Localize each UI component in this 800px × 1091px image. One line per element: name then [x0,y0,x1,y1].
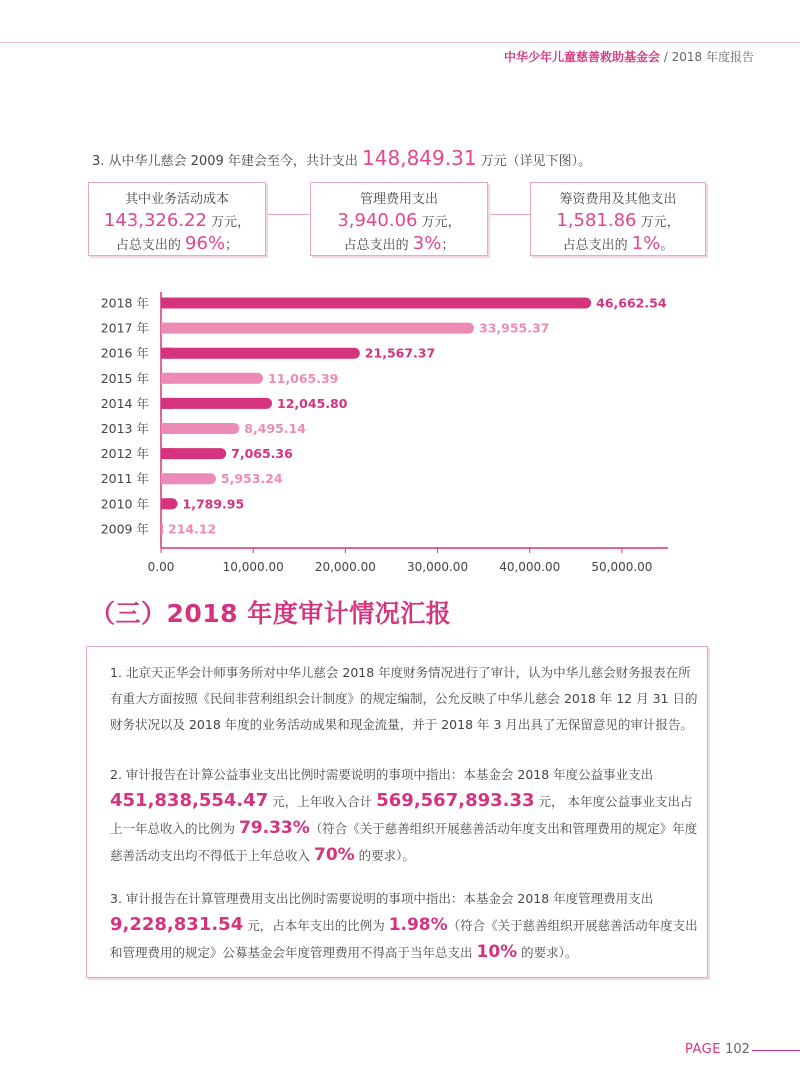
section-title: （三）2018 年度审计情况汇报 [90,599,452,628]
bar-base [161,448,172,459]
category-label: 2011 年 [100,471,149,487]
audit-paragraph-1: 1. 北京天正华会计师事务所对中华儿慈会 2018 年度财务情况进行了审计，认为中华儿慈会财务报表在所有重大方面按照《民间非营利组织会计制度》的规定编制，公允反映了中华儿慈会 2018 年 12 月 31 日的财务状况以及 2018 年度的业务活动成果和现金流量，并于 2018 年 3 月出具了无保留意见的审计报告。 [110,665,698,732]
page-number: 102 [725,1042,750,1057]
p2-text-1: 2. 审计报告在计算公益事业支出比例时需要说明的事项中指出：本基金会 2018 年度公益事业支出 [110,767,654,782]
page-footer [685,1042,750,1057]
box-title: 筹资费用及其他支出 [559,192,677,207]
bar [161,398,272,409]
category-label: 2014 年 [100,395,149,411]
header-report: 2018 年度报告 [671,50,754,64]
bar-base [161,498,172,509]
p3-maximum-ratio: 10% [476,942,518,962]
value-label: 21,567.37 [364,345,436,361]
value-label: 8,495.14 [244,421,306,436]
header-org: 中华少年儿童慈善救助基金会 [503,50,660,64]
p2-text-5: 的要求）。 [354,848,415,863]
box-title: 其中业务活动成本 [124,192,229,207]
x-tick-label: 0.00 [147,560,175,574]
bar [161,298,591,309]
value-label: 214.12 [168,521,217,537]
category-label: 2009 年 [100,521,149,537]
bar [161,348,360,359]
p2-text-4: （符合《关于慈善组织开展慈善活动年度支出和管理费用的规定》年度慈善活动支出均不得低于上年总收入 [110,821,698,863]
bar [161,323,474,334]
x-tick-label: 20,000.00 [314,560,376,574]
category-label: 2010 年 [100,496,149,512]
p3-text-4: 的要求）。 [517,945,578,960]
p2-public-welfare-expense: 451,838,554.47 [110,790,269,811]
bar-base [161,323,172,334]
category-label: 2018 年 [100,295,149,311]
category-label: 2012 年 [100,446,149,462]
x-tick-label: 40,000.00 [499,560,561,574]
box-amount: 3,940.06 [337,210,418,231]
box-unit: 万元， [417,215,461,230]
bar-base [161,348,172,359]
box-pct: 96% [185,233,226,254]
value-label: 12,045.80 [277,395,348,411]
bar [161,373,263,384]
box-pct-suffix: 。 [660,238,674,253]
x-tick-label: 10,000.00 [222,560,284,574]
bar-base [161,373,172,384]
p2-text-3: 元， 本年度公益事业支出占上一年总收入的比例为 [110,794,693,836]
box-pct: 3% [412,233,442,254]
p3-text-1: 3. 审计报告在计算管理费用支出比例时需要说明的事项中指出：本基金会 2018 年度管理费用支出 [110,891,654,906]
summary-box-fundraising [530,182,706,256]
value-label: 11,065.39 [268,370,339,386]
box-pct-prefix: 占总支出的 [343,238,413,253]
p3-ratio: 1.98% [388,915,448,935]
box-pct-suffix: ； [441,238,455,253]
category-label: 2015 年 [100,370,149,386]
intro-prefix: 3. 从中华儿慈会 2009 年建会至今，共计支出 [92,154,363,169]
bar-base [161,523,163,534]
intro-total: 148,849.31 [362,146,477,170]
header-rule [0,42,800,43]
x-tick-label: 30,000.00 [407,560,469,574]
box-unit: 万元， [636,215,680,230]
bar-base [161,423,172,434]
value-label: 33,955.37 [479,320,550,336]
box-amount: 1,581.86 [556,210,637,231]
category-label: 2017 年 [100,320,149,336]
p3-text-3: （符合《关于慈善组织开展慈善活动年度支出和管理费用的规定》公募基金会年度管理费用不得高于当年总支出 [110,918,698,960]
value-label: 46,662.54 [596,295,667,311]
value-label: 1,789.95 [182,496,245,512]
box-connector-1 [266,214,310,215]
header-separator: / [659,50,672,64]
box-connector-2 [488,214,530,215]
category-label: 2016 年 [100,345,149,361]
value-label: 7,065.36 [231,446,293,462]
p2-text-2: 元，上年收入合计 [268,794,377,809]
category-label: 2013 年 [100,421,149,436]
page-header [504,48,754,65]
p2-minimum-ratio: 70% [313,845,355,865]
box-pct-prefix: 占总支出的 [562,238,632,253]
box-pct-suffix: ； [225,238,239,253]
summary-box-management [310,182,488,256]
box-amount: 143,326.22 [103,210,207,231]
box-title: 管理费用支出 [359,192,438,207]
p2-prior-year-income: 569,567,893.33 [376,790,535,811]
audit-paragraph-3 [110,886,702,966]
box-pct-prefix: 占总支出的 [115,238,186,253]
summary-box-business [88,182,266,256]
p3-management-expense: 9,228,831.54 [110,914,244,935]
box-pct: 1% [631,233,661,254]
bar-base [161,298,172,309]
x-tick-label: 50,000.00 [591,560,653,574]
audit-paragraph-2 [110,762,702,869]
bar-base [161,398,172,409]
footer-rule [752,1050,800,1051]
box-unit: 万元， [206,215,251,230]
value-label: 5,953.24 [220,471,283,487]
page-label: PAGE [685,1042,721,1057]
expense-bar-chart [0,284,800,580]
p3-text-2: 元，占本年支出的比例为 [243,918,389,933]
bar [161,423,239,434]
p2-ratio: 79.33% [238,818,310,838]
expense-intro [92,146,591,170]
intro-suffix: 万元（详见下图）。 [476,154,592,169]
bar-base [161,473,172,484]
